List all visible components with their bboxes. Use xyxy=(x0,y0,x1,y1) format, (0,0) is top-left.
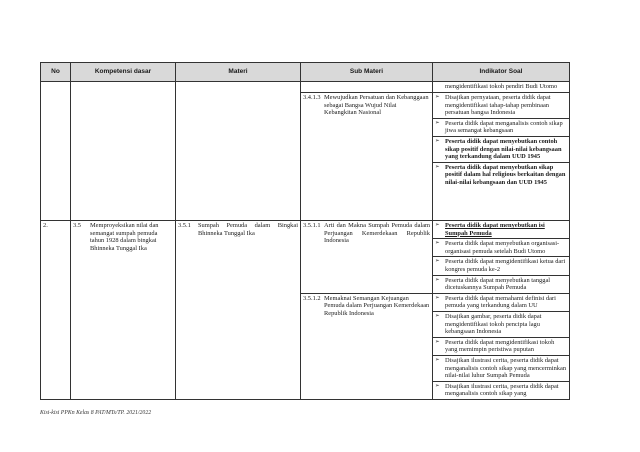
table-header-row xyxy=(41,63,570,82)
arrow-bullet-icon: ➢ xyxy=(435,137,440,144)
header-indikator: Indikator Soal xyxy=(433,63,570,82)
indicator-item: ➢ Disajikan pernyataan, peserta didik dapat mengidentifikasi tahap-tahap pembinaan persatuan bangsa Indonesia xyxy=(433,93,569,119)
submateri-3-4-1-3: 3.4.1.3 Mewujudkan Persatuan dan Kebanggaan sebagai Bangsa Wujud Nilai Kebangkitan Nasional xyxy=(303,94,429,117)
indicator-item: ➢ Peserta didik dapat menganalisis contoh sikap jiwa semangat kebangsaan xyxy=(433,119,569,137)
arrow-bullet-icon: ➢ xyxy=(435,119,440,126)
header-no: No xyxy=(41,63,71,82)
arrow-bullet-icon: ➢ xyxy=(435,356,440,363)
arrow-bullet-icon: ➢ xyxy=(435,276,440,283)
arrow-bullet-icon: ➢ xyxy=(435,94,440,100)
indicator-item: ➢ Peserta didik dapat menyebutkan tanggal dicetuskannya Sumpah Pemuda xyxy=(435,276,551,292)
indicator-item: mengidentifikasi tokoh pendiri Budi Utomo xyxy=(445,83,558,90)
indicator-item: ➢ Peserta didik dapat menyebutkan sikap positif dalam hal religious berkaitan dengan nilai-nilai kebangsaan dan UUD 1945 xyxy=(435,163,566,186)
row-number: 2. xyxy=(41,221,71,400)
kisi-kisi-table xyxy=(40,62,570,400)
table-row xyxy=(41,221,570,294)
indicator-item: ➢ Peserta didik dapat menyebutkan isi Sumpah Pemuda xyxy=(433,221,569,239)
arrow-bullet-icon: ➢ xyxy=(435,258,440,265)
indicator-item: ➢ Peserta didik dapat menyebutkan organisasi-organisasi pemuda setelah Budi Utomo xyxy=(433,239,569,257)
table-row xyxy=(41,82,570,93)
indicator-list-1 xyxy=(433,93,570,221)
kompetensi-dasar-3-5: 3.5 Memproyeksikan nilai dan semangat sumpah pemuda tahun 1928 dalam bingkai Bhinneka Tunggal Ika xyxy=(73,222,159,252)
arrow-bullet-icon: ➢ xyxy=(435,163,440,170)
indicator-list-2 xyxy=(433,221,570,294)
submateri-3-5-1-1: 3.5.1.1 Arti dan Makna Sumpah Pemuda dalam Perjuangan Kemerdekaan Republik Indonesia xyxy=(303,222,430,245)
indicator-item: ➢ Peserta didik dapat memahami definisi dari pemuda yang terkandung dalam UU xyxy=(433,294,569,312)
indicator-item: ➢ Peserta didik dapat mengidentifikasi tokoh yang memimpin peristiwa puputan xyxy=(433,338,569,356)
materi-3-5-1: 3.5.1 Sumpah Pemuda dalam Bingkai Bhinneka Tunggal Ika xyxy=(178,222,298,237)
submateri-3-5-1-2: 3.5.1.2 Memaknai Semangan Kejuangan Pemuda dalam Perjuangan Kemerdekaan Republik Indonesia xyxy=(303,294,430,317)
arrow-bullet-icon: ➢ xyxy=(435,294,440,301)
arrow-bullet-icon: ➢ xyxy=(435,222,440,228)
header-materi: Materi xyxy=(176,63,301,82)
indicator-item: ➢ Disajikan gambar, peserta didik dapat mengidentifikasi tokoh pencipta lagu kebangsaan Indonesia xyxy=(433,312,569,338)
indicator-item: ➢ Disajikan ilustrasi cerita, peserta didik dapat menganalisis contoh sikap yang xyxy=(435,382,559,398)
indicator-item: ➢ Disajikan ilustrasi cerita, peserta didik dapat menganalisis contoh sikap yang mencerminkan nilai-nilai luhur Sumpah Pemuda xyxy=(433,356,569,382)
arrow-bullet-icon: ➢ xyxy=(435,312,440,319)
arrow-bullet-icon: ➢ xyxy=(435,240,440,247)
arrow-bullet-icon: ➢ xyxy=(435,338,440,345)
indicator-item: ➢ Peserta didik dapat menyebutkan contoh sikap positif dengan nilai-nilai kebangsaan yang terkandung dalam UUD 1945 xyxy=(433,137,569,163)
indicator-list-3 xyxy=(433,293,570,399)
header-submateri: Sub Materi xyxy=(301,63,433,82)
indicator-item: ➢ Peserta didik dapat mengidentifikasi ketua dari kongres pemuda ke-2 xyxy=(433,257,569,275)
header-kompetensi: Kompetensi dasar xyxy=(71,63,176,82)
page-footer: Kisi-kisi PPKn Kelas 8 PAT/MTs/TP. 2021/2022 xyxy=(40,410,152,416)
arrow-bullet-icon: ➢ xyxy=(435,382,440,389)
